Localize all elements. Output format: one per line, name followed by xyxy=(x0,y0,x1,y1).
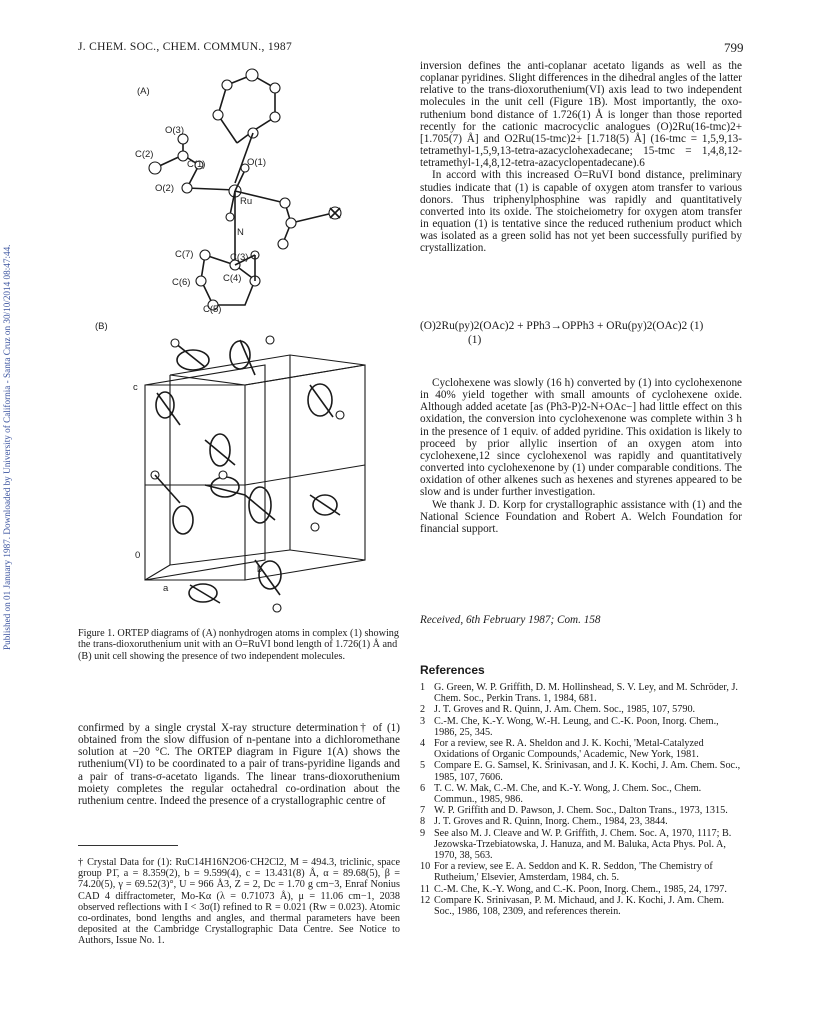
atom-label-c3: C(3) xyxy=(230,252,249,263)
label-b: (B) xyxy=(95,321,108,332)
references-heading: References xyxy=(420,663,485,677)
atom-label-c5: C(5) xyxy=(203,304,222,315)
equation-1 xyxy=(420,319,742,347)
reference-text: For a review, see E. A. Seddon and K. R. Seddon, 'The Chemistry of Rutheium,' Elsevier, Amsterdam, 1984, ch. 5. xyxy=(434,861,713,884)
atom-label-c6: C(6) xyxy=(172,277,191,288)
reference-item xyxy=(420,760,742,782)
reference-text: J. T. Groves and R. Quinn, J. Am. Chem. Soc., 1985, 107, 5790. xyxy=(434,704,696,716)
left-column xyxy=(78,722,400,807)
reference-number: 2 xyxy=(420,704,426,716)
reference-number: 4 xyxy=(420,738,426,750)
axis-label-a: a xyxy=(163,583,169,594)
reference-number: 9 xyxy=(420,827,426,839)
reference-item xyxy=(420,704,742,715)
received-date: Received, 6th February 1987; Com. 158 xyxy=(420,614,601,626)
reference-number: 11 xyxy=(420,883,430,895)
axis-label-c: c xyxy=(133,382,138,393)
acetate-right xyxy=(278,198,341,249)
reference-item xyxy=(420,682,742,704)
equation-label: (1) xyxy=(468,334,482,346)
atom-label-c2: C(2) xyxy=(135,149,154,160)
reference-text: For a review, see R. A. Sheldon and J. K. Kochi, 'Metal-Catalyzed Oxidations of Organic Compounds,' Academic, New York, 1981. xyxy=(434,738,704,761)
ortep-figure xyxy=(95,55,425,615)
reference-number: 8 xyxy=(420,816,426,828)
reference-item xyxy=(420,805,742,816)
reference-item xyxy=(420,895,742,917)
unit-cell xyxy=(145,355,365,580)
atom-label-n: N xyxy=(237,227,244,238)
reference-text: J. T. Groves and R. Quinn, Inorg. Chem., 1984, 23, 3844. xyxy=(434,816,668,828)
reference-text: C.-M. Che, K.-Y. Wong, W.-H. Leung, and C.-K. Poon, Inorg. Chem., 1986, 25, 345. xyxy=(434,715,719,738)
reference-text: Compare E. G. Samsel, K. Srinivasan, and J. K. Kochi, J. Am. Chem. Soc., 1985, 107, 7606. xyxy=(434,760,741,783)
reference-number: 6 xyxy=(420,782,426,794)
atom-label-o1: O(1) xyxy=(247,157,266,168)
reference-text: G. Green, W. P. Griffith, D. M. Hollinshead, S. V. Ley, and M. Schröder, J. Chem. Soc., Perkin Trans. 1, 1984, 681. xyxy=(434,682,738,705)
paragraph: We thank J. D. Korp for crystallographic assistance with (1) and the National Science Foundation and Robert A. Welch Foundation for financial support. xyxy=(420,498,742,535)
figure-caption: Figure 1. ORTEP diagrams of (A) nonhydrogen atoms in complex (1) showing the trans-dioxoruthenium unit with an O=RuVI bond length of 1.726(1) Å and (B) unit cell showing the presence of two independent molecules. xyxy=(78,628,399,662)
right-column-bottom xyxy=(420,377,742,535)
reference-number: 5 xyxy=(420,760,426,772)
crystal-data-footnote: † Crystal Data for (1): RuC14H16N2O6·CH2Cl2, M = 494.3, triclinic, space group P1̄, a = 8.359(2), b = 9.599(4), c = 13.431(8) Å, α = 89.68(5), β = 74.20(5), γ = 69.52(3)°, U = 966 Å3, Z = 2, Dc = 1.70 g cm−3, Enraf Nonius CAD 4 diffractometer, Mo-Kα (λ = 0.71073 Å), μ = 11.06 cm−1, 2038 observed reflections with I < 3σ(I) refined to R = 0.021 (Rw = 0.023). Atomic co-ordinates, bond lengths and angles, and thermal parameters have been deposited at the Cambridge Crystallographic Data Centre. See Notice to Authors, Issue No. 1. xyxy=(78,857,400,947)
reference-number: 10 xyxy=(420,861,431,873)
reference-number: 12 xyxy=(420,894,431,906)
reference-text: C.-M. Che, K.-Y. Wong, and C.-K. Poon, Inorg. Chem., 1985, 24, 1797. xyxy=(434,883,727,895)
reference-item xyxy=(420,884,742,895)
atom-label-c1: C(1) xyxy=(187,159,206,170)
label-a: (A) xyxy=(137,86,150,97)
page-number: 799 xyxy=(724,40,744,55)
reference-text: See also M. J. Cleave and W. P. Griffith, J. Chem. Soc. A, 1970, 1117; B. Jezowska-Trzebiatowska, J. Hanuza, and M. Baluka, Acta Phys. Pol. A, 1970, 38, 563. xyxy=(434,827,732,862)
references-list xyxy=(420,682,742,917)
reference-item xyxy=(420,738,742,760)
download-notice-text: Published on 01 January 1987. Downloaded by University of California - Santa Cruz on 30/10/2014 08:47:44. xyxy=(2,244,12,650)
reference-item xyxy=(420,716,742,738)
atom-label-o2: O(2) xyxy=(155,183,174,194)
axis-label-origin: 0 xyxy=(135,550,141,561)
download-notice xyxy=(2,150,16,650)
atom-label-c4: C(4) xyxy=(223,273,242,284)
atom-label-c7: C(7) xyxy=(175,249,194,260)
reference-number: 3 xyxy=(420,715,426,727)
axis-label-b: b xyxy=(257,564,263,575)
paragraph: inversion defines the anti-coplanar acetato ligands as well as the coplanar pyridines. Slight differences in the dihedral angles of the latter relative to the trans-dioxoruthenium(VI) axis lead to two independent molecules in the unit cell (Figure 1B). Most importantly, the oxo-ruthenium bond distance of 1.726(1) Å is longer than those reported recently for the cationic macrocyclic analogues (O)2Ru(16-tmc)2+ [1.705(7) Å] and O2Ru(15-tmc)2+ [1.718(5) Å] (16-tmc = 1,5,9,13-tetramethyl-1,5,9,13-tetra-azacyclohexadecane; 15-tmc = 1,4,8,12-tetramethyl-1,4,8,12-tetra-azacyclopentadecane).6 xyxy=(420,60,742,170)
reference-item xyxy=(420,828,742,862)
reference-item xyxy=(420,783,742,805)
paragraph: In accord with this increased O=RuVI bond distance, preliminary studies indicate that (1) is capable of oxygen atom transfer to various donors. Thus triphenylphosphine was rapidly and quantitatively converted into its oxide. The stoicheiometry for oxygen atom transfer in equation (1) is tentative since the reduced ruthenium product which was isolated as a green solid has not yet been successfully purified by crystallization. xyxy=(420,169,742,255)
footnote-rule xyxy=(78,845,178,846)
reference-item xyxy=(420,861,742,883)
right-column-top xyxy=(420,60,742,255)
atom-label-o3: O(3) xyxy=(165,125,184,136)
reference-text: T. C. W. Mak, C.-M. Che, and K.-Y. Wong, J. Chem. Soc., Chem. Commun., 1985, 986. xyxy=(434,782,702,806)
running-header: J. CHEM. SOC., CHEM. COMMUN., 1987 xyxy=(78,41,293,53)
paragraph: Cyclohexene was slowly (16 h) converted by (1) into cyclohexenone in 40% yield together with small amounts of cyclohexene oxide. Although added acetate [as (Ph3-P)2-N+OAc−] had little effect on this oxidation, the conversion into cyclohexenone was complete within 3 h in the presence of 1 equiv. of added pyridine. This oxidation is likely to proceed by prior allylic insertion of an oxygen atom into cyclohexene,12 since cyclohexenol was rapidly and quantitatively converted into cyclohexenone by (1) under comparable conditions. The oxidation of other alkenes such as hexenes and styrenes appeared to be slow and is under further investigation. xyxy=(420,377,742,499)
ruthenium-centre xyxy=(226,164,285,265)
reference-number: 7 xyxy=(420,805,426,817)
reference-item xyxy=(420,816,742,827)
reference-text: Compare K. Srinivasan, P. M. Michaud, and J. K. Kochi, J. Am. Chem. Soc., 1986, 108, 2309, and references therein. xyxy=(434,894,725,918)
reference-number: 1 xyxy=(420,682,426,693)
paragraph: confirmed by a single crystal X-ray structure determination† of (1) obtained from the slow diffusion of n-pentane into a dichloromethane solution at −20 °C. The ORTEP diagram in Figure 1(A) shows the ruthenium(VI) to be coordinated to a pair of trans-pyridine ligands and a pair of trans-σ-acetato ligands. The linear trans-dioxoruthenium moiety completes the regular octahedral co-ordination about the ruthenium centre. Indeed the presence of a crystallographic centre of xyxy=(78,722,400,807)
cell-molecules xyxy=(151,336,344,612)
equation-text: (O)2Ru(py)2(OAc)2 + PPh3→OPPh3 + ORu(py)2(OAc)2 (1) xyxy=(420,320,704,332)
atom-label-ru: Ru xyxy=(240,196,253,207)
reference-text: W. P. Griffith and D. Pawson, J. Chem. Soc., Dalton Trans., 1973, 1315. xyxy=(434,805,728,817)
